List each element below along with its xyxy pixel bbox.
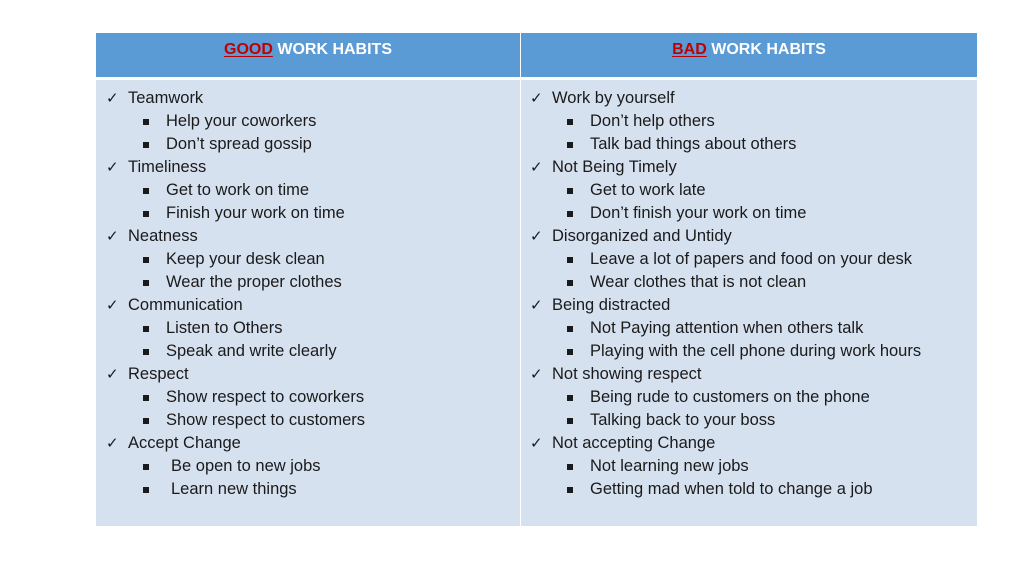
good-habit-title-row [106,156,520,179]
good-habit-title-row [106,225,520,248]
bad-habit-title: Being distracted [552,296,671,314]
checkmark-icon: ✓ [106,366,119,383]
checkmark-icon: ✓ [106,435,119,452]
square-bullet-icon [143,464,149,470]
square-bullet-icon [143,487,149,493]
good-habit-subitem-text: Don’t spread gossip [166,135,312,153]
bad-habit-subitem [530,386,977,409]
checkmark-icon: ✓ [106,297,119,314]
good-habit-title-row [106,363,520,386]
bad-habit-subitem-text: Playing with the cell phone during work hours [590,342,922,360]
bad-habit-subitem-text: Getting mad when told to change a job [590,480,873,498]
good-habits-header [96,33,521,80]
square-bullet-icon [143,418,149,424]
good-habit-subitem [106,179,520,202]
good-habit-subitem-text: Finish your work on time [166,204,345,222]
square-bullet-icon [143,257,149,263]
good-habit-subitem-text: Show respect to customers [166,411,365,429]
good-habit-title: Timeliness [128,158,207,176]
habits-table [96,33,977,526]
checkmark-icon: ✓ [106,228,119,245]
checkmark-icon: ✓ [530,228,543,245]
bad-habit-title-row [530,156,977,179]
square-bullet-icon [143,142,149,148]
good-habit-subitem [106,110,520,133]
bad-habit-subitem [530,340,977,363]
good-habit-subitem-text: Be open to new jobs [171,457,321,475]
bad-habit-subitem [530,317,977,340]
square-bullet-icon [567,142,573,148]
good-habit-subitem-text: Show respect to coworkers [166,388,365,406]
bad-habits-header [521,33,977,80]
checkmark-icon: ✓ [106,159,119,176]
square-bullet-icon [567,188,573,194]
good-habit-subitem-text: Help your coworkers [166,112,317,130]
good-habit-subitem-text: Keep your desk clean [166,250,325,268]
bad-habit-title: Not accepting Change [552,434,716,452]
square-bullet-icon [143,349,149,355]
good-habit-subitem-text: Learn new things [171,480,297,498]
good-header-rest: WORK HABITS [272,41,392,58]
good-habit-subitem [106,317,520,340]
square-bullet-icon [143,395,149,401]
bad-habit-subitem [530,409,977,432]
square-bullet-icon [143,280,149,286]
good-habit-subitem [106,248,520,271]
bad-habit-title-row [530,225,977,248]
bad-habit-title: Not Being Timely [552,158,677,176]
bad-habit-subitem [530,478,977,501]
good-habits-list [96,80,521,526]
bad-habit-title: Disorganized and Untidy [552,227,732,245]
bad-accent-word: BAD [672,41,707,58]
good-habit-group [106,294,520,363]
bad-habit-subitem [530,179,977,202]
bad-habit-subitem-text: Not Paying attention when others talk [590,319,864,337]
good-habit-title: Communication [128,296,243,314]
bad-habit-group [530,87,977,156]
bad-habit-subitem-text: Not learning new jobs [590,457,749,475]
square-bullet-icon [567,211,573,217]
checkmark-icon: ✓ [530,90,543,107]
checkmark-icon: ✓ [106,90,119,107]
good-habit-group [106,363,520,432]
square-bullet-icon [567,395,573,401]
good-habit-subitem [106,202,520,225]
checkmark-icon: ✓ [530,366,543,383]
good-habit-subitem [106,455,520,478]
square-bullet-icon [567,326,573,332]
bad-habit-title-row [530,363,977,386]
good-habit-group [106,225,520,294]
good-habit-title-row [106,87,520,110]
bad-habit-subitem [530,202,977,225]
bad-habit-group [530,225,977,294]
square-bullet-icon [567,257,573,263]
bad-habit-subitem [530,455,977,478]
bad-habit-subitem-text: Get to work late [590,181,706,199]
square-bullet-icon [567,349,573,355]
square-bullet-icon [143,119,149,125]
square-bullet-icon [143,211,149,217]
good-habit-subitem-text: Wear the proper clothes [166,273,342,291]
bad-habit-subitem-text: Talk bad things about others [590,135,797,153]
good-habit-title: Neatness [128,227,198,245]
bad-habit-subitem-text: Don’t finish your work on time [590,204,807,222]
good-habit-title: Accept Change [128,434,241,452]
good-accent-word: GOOD [224,41,273,58]
good-habit-subitem [106,386,520,409]
good-habit-subitem [106,133,520,156]
good-habit-subitem-text: Get to work on time [166,181,310,199]
bad-habit-subitem [530,133,977,156]
good-habit-title: Teamwork [128,89,204,107]
bad-habit-group [530,363,977,432]
square-bullet-icon [567,119,573,125]
bad-habit-subitem [530,110,977,133]
bad-habit-title-row [530,294,977,317]
good-habit-subitem [106,271,520,294]
bad-habit-subitem-text: Talking back to your boss [590,411,776,429]
bad-habit-title-row [530,87,977,110]
good-habit-title: Respect [128,365,189,383]
good-habit-subitem-text: Speak and write clearly [166,342,337,360]
good-habit-group [106,87,520,156]
bad-habit-subitem-text: Don’t help others [590,112,715,130]
bad-habit-subitem-text: Leave a lot of papers and food on your desk [590,250,912,268]
checkmark-icon: ✓ [530,435,543,452]
good-habit-group [106,432,520,501]
bad-habits-list [521,80,977,526]
good-habit-group [106,156,520,225]
square-bullet-icon [143,188,149,194]
square-bullet-icon [567,487,573,493]
bad-habit-title-row [530,432,977,455]
square-bullet-icon [567,280,573,286]
square-bullet-icon [567,418,573,424]
good-habit-title-row [106,432,520,455]
bad-habit-subitem-text: Wear clothes that is not clean [590,273,807,291]
square-bullet-icon [143,326,149,332]
good-habit-subitem-text: Listen to Others [166,319,283,337]
bad-header-rest: WORK HABITS [706,41,826,58]
good-habit-subitem [106,409,520,432]
good-habit-title-row [106,294,520,317]
good-habit-subitem [106,478,520,501]
bad-habit-title: Not showing respect [552,365,702,383]
bad-habit-title: Work by yourself [552,89,675,107]
good-habit-subitem [106,340,520,363]
bad-habit-group [530,294,977,363]
square-bullet-icon [567,464,573,470]
bad-habit-group [530,432,977,501]
checkmark-icon: ✓ [530,297,543,314]
checkmark-icon: ✓ [530,159,543,176]
bad-habit-subitem [530,248,977,271]
bad-habit-subitem [530,271,977,294]
bad-habit-subitem-text: Being rude to customers on the phone [590,388,870,406]
bad-habit-group [530,156,977,225]
